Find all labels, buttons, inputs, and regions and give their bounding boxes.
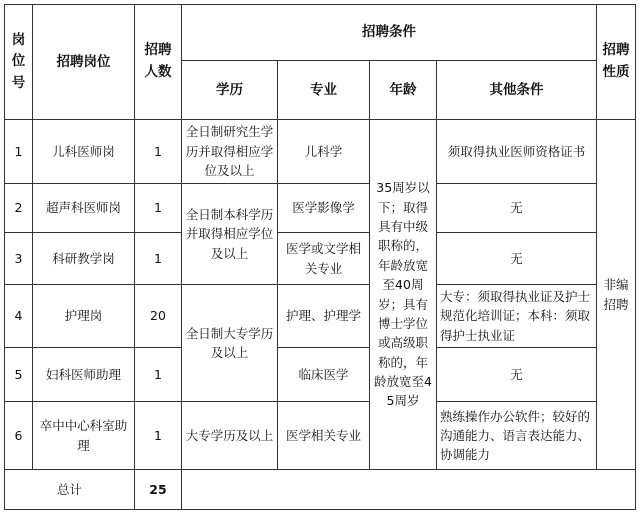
header-other: 其他条件 [437, 61, 597, 120]
header-major: 专业 [278, 61, 370, 120]
header-count: 招聘人数 [135, 5, 182, 120]
row-no: 1 [5, 120, 33, 184]
row-count: 1 [135, 233, 182, 285]
header-post: 招聘岗位 [33, 5, 135, 120]
age-requirement: 35周岁以下；取得具有中级职称的，年龄放宽至40周岁；具有博士学位或高级职称的，年龄放宽至45周岁 [370, 120, 437, 470]
row-other: 无 [437, 184, 597, 233]
header-nature: 招聘性质 [597, 5, 636, 120]
header-conditions: 招聘条件 [182, 5, 597, 61]
row-count: 1 [135, 348, 182, 402]
header-age: 年龄 [370, 61, 437, 120]
table-row [5, 184, 636, 233]
row-major: 护理、护理学 [278, 285, 370, 348]
total-label: 总计 [5, 470, 135, 510]
row-education: 全日制本科学历并取得相应学位及以上 [182, 184, 278, 285]
row-other: 无 [437, 348, 597, 402]
row-count: 1 [135, 184, 182, 233]
row-major: 医学影像学 [278, 184, 370, 233]
row-no: 4 [5, 285, 33, 348]
row-education: 大专学历及以上 [182, 402, 278, 470]
row-post: 妇科医师助理 [33, 348, 135, 402]
row-count: 20 [135, 285, 182, 348]
row-count: 1 [135, 402, 182, 470]
table-row [5, 348, 636, 402]
row-other: 须取得执业医师资格证书 [437, 120, 597, 184]
header-post-no: 岗位号 [5, 5, 33, 120]
row-education: 全日制大专学历及以上 [182, 285, 278, 402]
row-post: 儿科医师岗 [33, 120, 135, 184]
table-row [5, 120, 636, 184]
row-no: 6 [5, 402, 33, 470]
total-empty [182, 470, 636, 510]
row-count: 1 [135, 120, 182, 184]
table-row [5, 285, 636, 348]
row-major: 医学或文学相关专业 [278, 233, 370, 285]
row-other: 无 [437, 233, 597, 285]
row-education: 全日制研究生学历并取得相应学位及以上 [182, 120, 278, 184]
row-post: 护理岗 [33, 285, 135, 348]
row-other: 熟练操作办公软件；较好的沟通能力、语言表达能力、协调能力 [437, 402, 597, 470]
row-major: 儿科学 [278, 120, 370, 184]
recruitment-table [4, 4, 636, 510]
row-no: 5 [5, 348, 33, 402]
nature-value: 非编招聘 [597, 120, 636, 470]
row-post: 卒中中心科室助理 [33, 402, 135, 470]
row-no: 3 [5, 233, 33, 285]
header-education: 学历 [182, 61, 278, 120]
row-post: 科研教学岗 [33, 233, 135, 285]
row-major: 临床医学 [278, 348, 370, 402]
table-row [5, 233, 636, 285]
row-other: 大专：须取得执业证及护士规范化培训证；本科：须取得护士执业证 [437, 285, 597, 348]
row-major: 医学相关专业 [278, 402, 370, 470]
table-row [5, 402, 636, 470]
total-value: 25 [135, 470, 182, 510]
total-row [5, 470, 636, 510]
row-no: 2 [5, 184, 33, 233]
row-post: 超声科医师岗 [33, 184, 135, 233]
